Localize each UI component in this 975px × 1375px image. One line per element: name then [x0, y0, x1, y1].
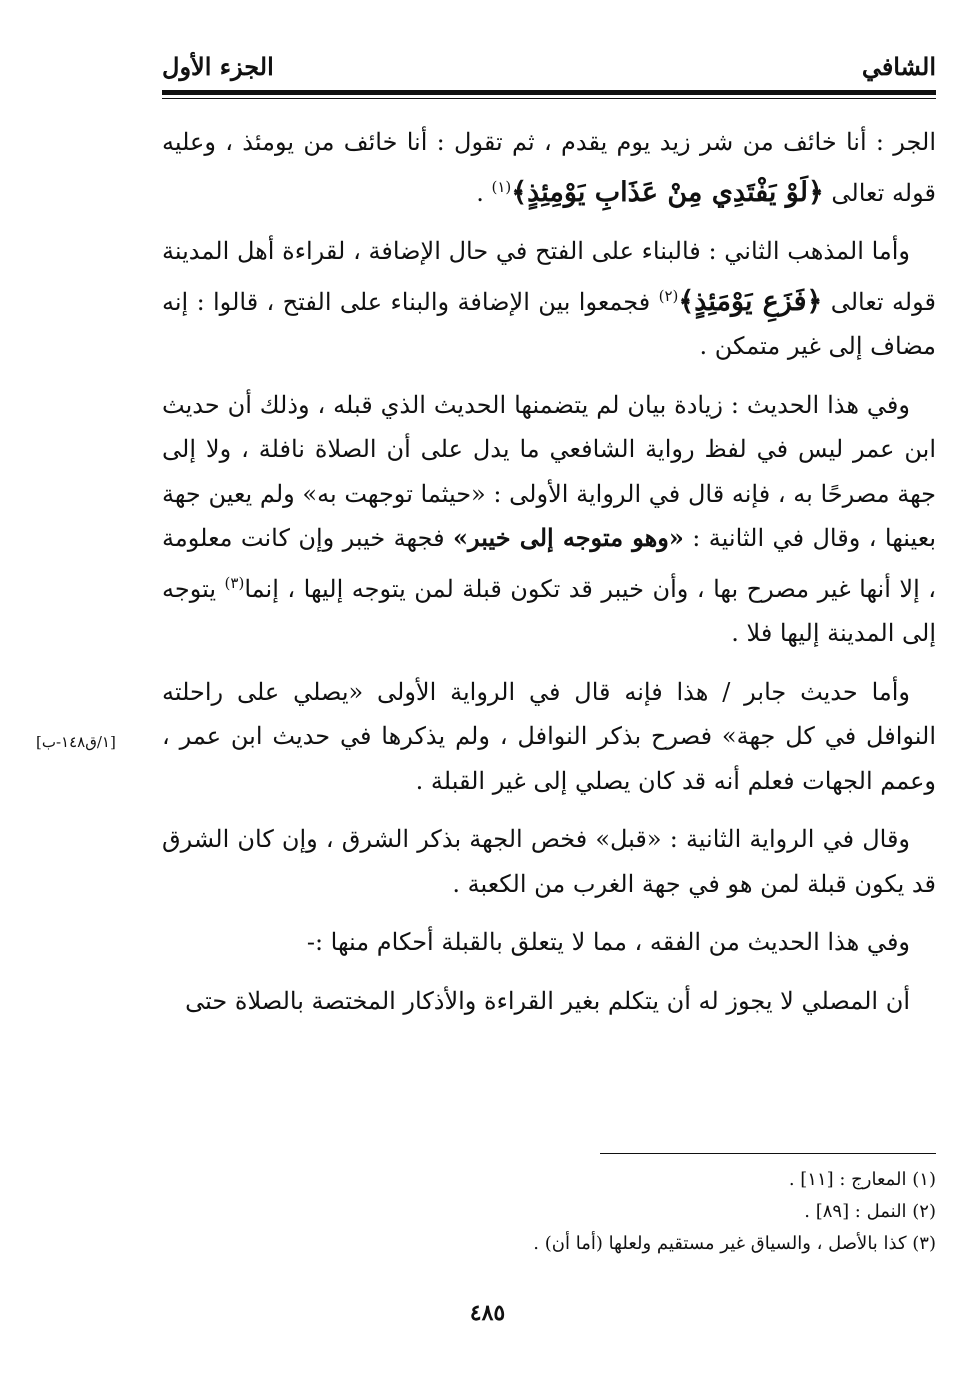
paragraph-5 — [162, 817, 936, 906]
main-text — [162, 120, 936, 1037]
footnote-ref: (١) — [491, 177, 512, 196]
paragraph-text: فجمعوا بين الإضافة والبناء على الفتح ، قالوا : إنه مضاف إلى غير متمكن . — [162, 287, 936, 360]
paragraph-text: يتوجه إلى المدينة إليها فلا . — [162, 574, 936, 647]
quran-quote: ﴿لَوْ يَفْتَدِي مِنْ عَذَابِ يَوْمِئِذٍ﴾ — [511, 176, 824, 208]
paragraph-text: فجهة خيبر وإن كانت معلومة ، إلا أنها غير مصرح بها ، وأن خيبر قد تكون قبلة لمن يتوجه إليها ، إنما — [162, 524, 937, 603]
page-number: ٤٨٥ — [469, 1300, 506, 1326]
hadith-quote: «وهو متوجه إلى خيبر» — [452, 523, 684, 552]
footnote-3: (٣) كذا بالأصل ، والسياق غير مستقيم ولعلها (أما أن) . — [533, 1233, 936, 1254]
paragraph-text: وفي هذا الحديث : زيادة بيان لم يتضمنها الحديث الذي قبله ، وذلك أن حديث ابن عمر ليس في لفظ رواية الشافعي ما يدل على أن الصلاة نافلة ، ولا إلى جهة مصرحًا به ، فإنه قال في الرواية الأولى : «حيثما توجهت به» ولم يعين جهة بعينها ، وقال في الثانية : — [162, 390, 937, 552]
paragraph-text: وقال في الرواية الثانية : «قبل» فخص الجهة بذكر الشرق ، وإن كان الشرق قد يكون قبلة لمن هو في جهة الغرب من الكعبة . — [162, 825, 936, 898]
header-rule-thin — [162, 98, 936, 99]
footnote-2: (٢) النمل : [٨٩] . — [804, 1201, 936, 1222]
running-header — [162, 48, 936, 86]
paragraph-1 — [162, 120, 936, 215]
footnotes — [300, 1164, 936, 1260]
paragraph-7 — [162, 979, 936, 1024]
paragraph-text: وأما حديث جابر / هذا فإنه قال في الرواية الأولى «يصلي على راحلته النوافل في كل جهة» فصرح بذكر النوافل ، ولم يذكرها في حديث ابن عمر ، وعمم الجهات فعلم أنه قد كان يصلي إلى غير القبلة . — [162, 677, 936, 795]
header-rule — [162, 90, 936, 95]
footnote-ref: (٣) — [224, 573, 245, 592]
paragraph-text: وأما المذهب الثاني : فالبناء على الفتح في حال الإضافة ، لقراءة أهل المدينة قوله تعالى — [162, 237, 936, 316]
paragraph-4 — [162, 670, 936, 804]
footnote-separator — [600, 1153, 936, 1154]
quran-quote: ﴿فَزَعِ يَوْمَئِذٍ﴾ — [678, 285, 823, 317]
paragraph-6 — [162, 920, 936, 965]
footnote-1: (١) المعارج : [١١] . — [788, 1169, 936, 1190]
paragraph-text: أن المصلي لا يجوز له أن يتكلم بغير القراءة والأذكار المختصة بالصلاة حتى — [185, 986, 910, 1015]
book-title: الشافي — [861, 52, 936, 81]
paragraph-text: وفي هذا الحديث من الفقه ، مما لا يتعلق بالقبلة أحكام منها :- — [306, 928, 910, 956]
paragraph-text: الجر : أنا خائف من شر زيد يوم يقدم ، ثم تقول : أنا خائف من يومئذ ، وعليه قوله تعالى — [162, 128, 936, 207]
paragraph-text: . — [476, 178, 492, 207]
paragraph-3 — [162, 383, 936, 656]
paragraph-2 — [162, 229, 936, 369]
footnote-ref: (٢) — [658, 286, 679, 305]
part-title: الجزء الأول — [162, 52, 274, 81]
manuscript-folio-note: [١/ق١٤٨-ب] — [36, 733, 116, 751]
